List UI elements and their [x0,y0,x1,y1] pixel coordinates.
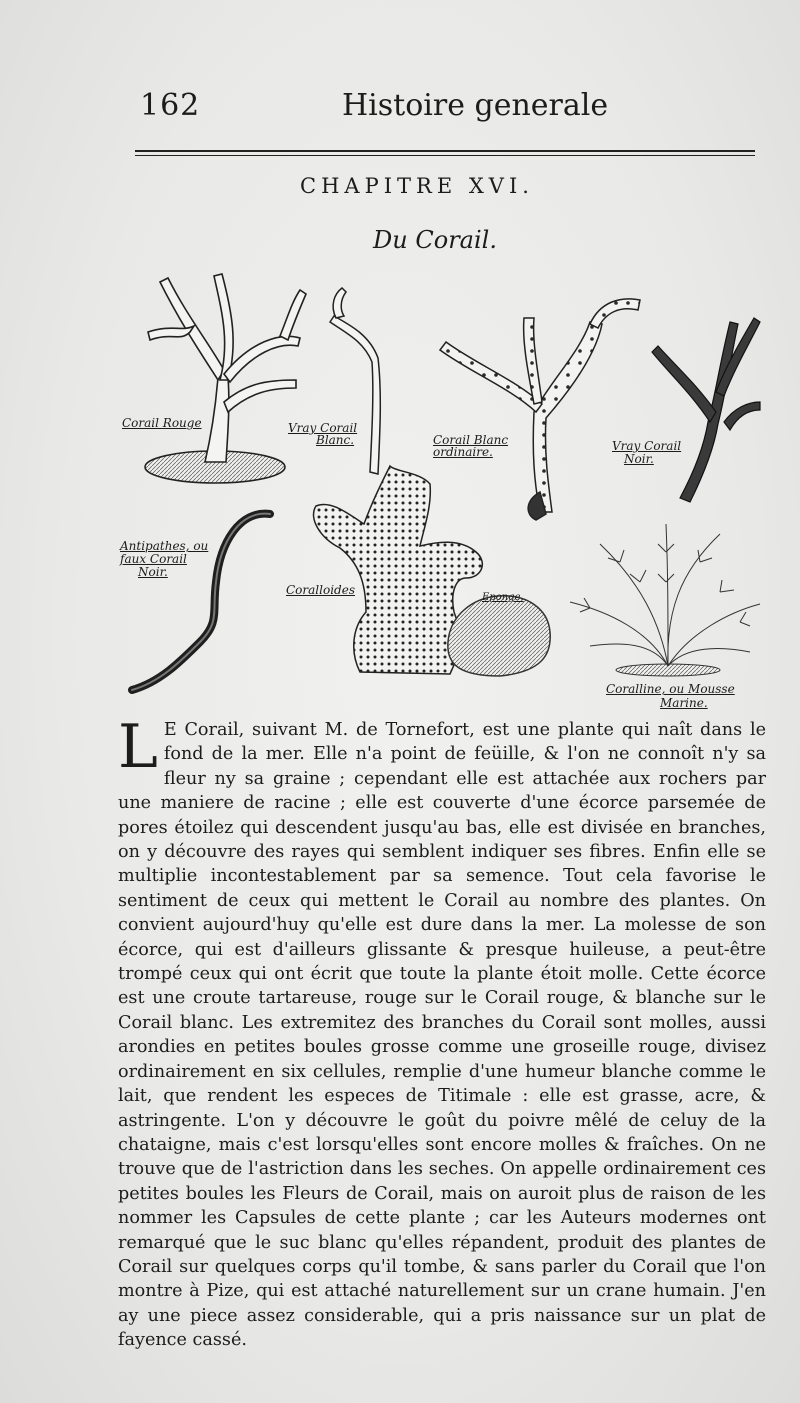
coral-plate-illustration [120,262,770,712]
chapter-heading: CHAPITRE XVI. [300,174,534,198]
label-antipathes-1: Antipathes, ou [120,539,209,553]
label-common-white-coral-1: Corail Blanc [433,433,509,447]
label-coralline-1: Coralline, ou Mousse [606,682,735,696]
body-paragraph: E Corail, suivant M. de Tornefort, est une plante qui naît dans le fond de la mer. Elle n'a point de feüille, & l'on ne connoît n'y sa fleur ny sa graine ; cependant elle est attachée aux rochers par une maniere de racine ; elle est couverte d'une écorce parsemée de pores étoilez qui descendent jusqu'au bas, elle est divisée en branches, on y découvre des rayes qui semblent indiquer ses fibres. Enfin elle se multiplie incontestablement par sa semence. Tout cela favorise le sentiment de ceux qui mettent le Corail au nombre des plantes. On convient aujourd'huy qu'elle est dure dans la mer. La molesse de son écorce, qui est d'ailleurs glissante & presque huileuse, a peut-être trompé ceux qui ont écrit que toute la plante étoit molle. Cette écorce est une croute tartareuse, rouge sur le Corail rouge, & blanche sur le Corail blanc. Les extremitez des branches du Corail sont molles, aussi arondies en petites boules grosse comme une groseille rouge, divisez ordinairement en six cellules, remplie d'une humeur blanche comme le lait, que rendent les especes de Titimale : elle est grasse, acre, & astringente. L'on y découvre le goût du poivre mêlé de celuy de la chataigne, mais c'est lorsqu'elles sont encore molles & fraîches. On ne trouve que de l'astriction dans les seches. On appelle ordinairement ces petites boules les Fleurs de Corail, mais on auroit plus de raison de les nommer les Capsules de cette plante ; car les Auteurs modernes ont remarqué que le suc blanc qu'elles répandent, produit des plantes de Corail sur quelques corps qu'il tombe, & sans parler du Corail que l'on montre à Pize, qui est attaché naturellement sur un crane humain. J'en ay une piece assez considerable, qui a pris naissance sur un plat de fayence cassé. [118,720,766,1351]
coral-engraving [120,262,770,712]
red-coral-drawing [145,274,306,483]
chapter-subheading: Du Corail. [373,226,497,254]
label-sponge: Eponge. [482,592,524,603]
common-white-coral-drawing [440,299,640,520]
page-header [0,88,800,128]
label-white-coral-2: Blanc. [316,433,355,447]
body-text [118,712,766,1353]
drop-cap: L [118,712,158,782]
label-red-coral: Corail Rouge [122,416,202,430]
label-antipathes-3: Noir. [138,565,168,579]
label-black-coral-2: Noir. [624,452,654,466]
label-coralloides: Coralloides [286,583,355,597]
sponge-drawing [448,596,550,676]
label-white-coral-1: Vray Corail [288,421,358,435]
running-title: Histoire generale [342,88,609,123]
header-rule [135,150,755,152]
label-black-coral-1: Vray Corail [612,439,682,453]
header-rule-thin [135,155,755,156]
label-coralline-2: Marine. [660,696,708,710]
page-number: 162 [140,88,201,123]
black-coral-drawing [652,318,760,502]
label-antipathes-2: faux Corail [120,552,187,566]
label-common-white-coral-2: ordinaire. [433,445,493,459]
coralline-drawing [570,524,760,676]
